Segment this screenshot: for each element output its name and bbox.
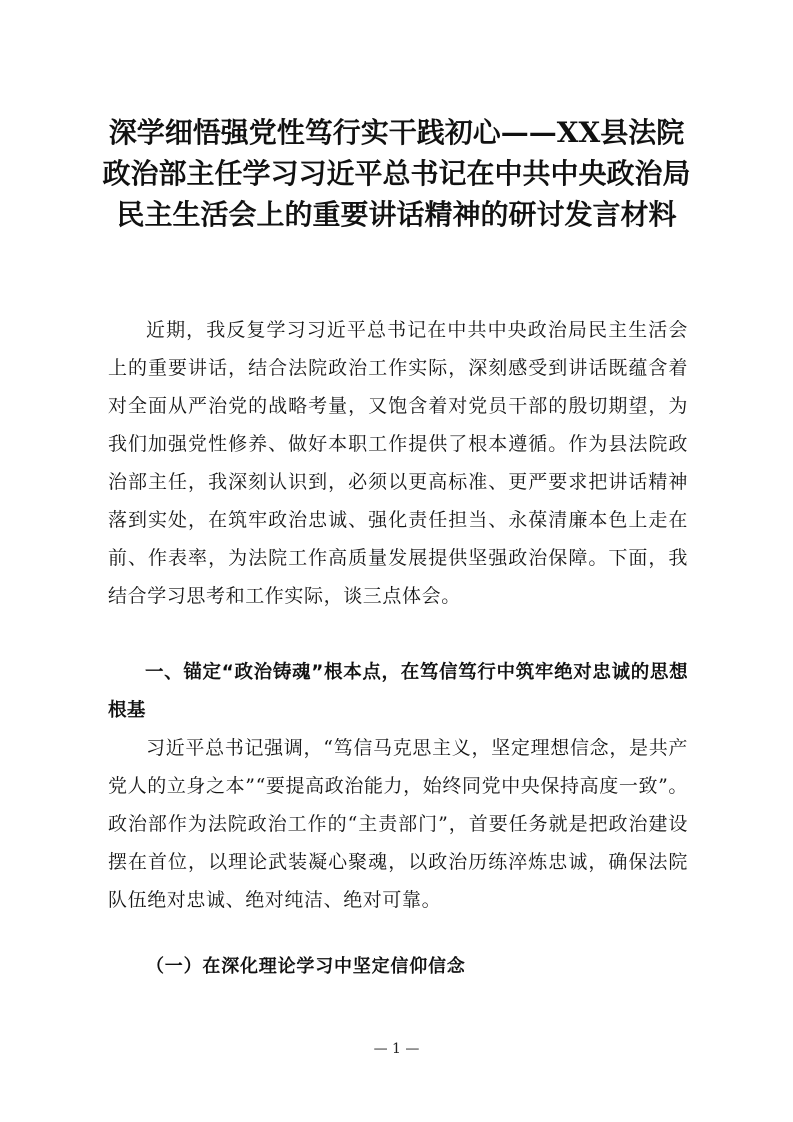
- intro-paragraph: 近期，我反复学习习近平总书记在中共中央政治局民主生活会上的重要讲话，结合法院政治工作实际，深刻感受到讲话既蕴含着对全面从严治党的战略考量，又饱含着对党员干部的殷切期望，为我们加强党性修养、做好本职工作提供了根本遵循。作为县法院政治部主任，我深刻认识到，必须以更高标准、更严要求把讲话精神落到实处，在筑牢政治忠诚、强化责任担当、永葆清廉本色上走在前、作表率，为法院工作高质量发展提供坚强政治保障。下面，我结合学习思考和工作实际，谈三点体会。: [108, 319, 688, 607]
- document-title: 深学细悟强党性笃行实干践初心——XX县法院政治部主任学习习近平总书记在中共中央政治局民主生活会上的重要讲话精神的研讨发言材料: [102, 116, 691, 231]
- page-number: — 1 —: [373, 1041, 420, 1057]
- section-paragraph-1: 习近平总书记强调，“笃信马克思主义，坚定理想信念，是共产党人的立身之本”“要提高政治能力，始终同党中央保持高度一致”。政治部作为法院政治工作的“主责部门”，首要任务就是把政治建设摆在首位，以理论武装凝心聚魂，以政治历练淬炼忠诚，确保法院队伍绝对忠诚、绝对纯洁、绝对可靠。: [108, 737, 688, 911]
- subsection-heading-1: （一）在深化理论学习中坚定信仰信念: [146, 956, 466, 977]
- section-heading-1: 一、锚定“政治铸魂”根本点，在笃信笃行中筑牢绝对忠诚的思想根基: [108, 662, 688, 721]
